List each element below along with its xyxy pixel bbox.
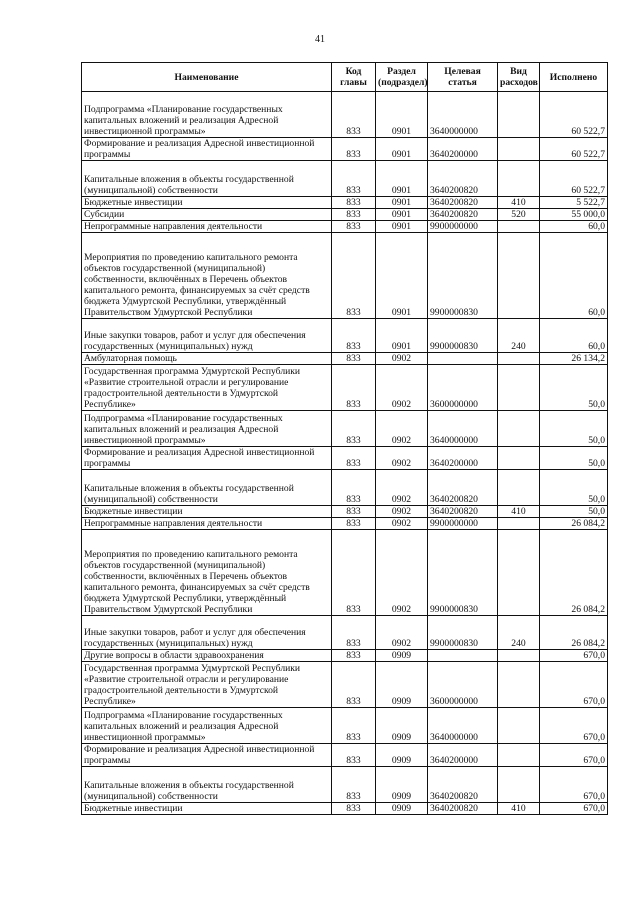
row-expense-type [498,138,540,161]
row-target: 3640200820 [428,803,498,815]
row-section: 0902 [376,353,428,365]
row-name: Субсидии [82,209,332,221]
row-name: Государственная программа Удмуртской Республики «Развитие строительной отрасли и регулирование градостроительной деятельности в Удмуртской Республике» [82,662,332,708]
row-section: 0902 [376,447,428,470]
row-amount: 60,0 [540,221,608,233]
row-expense-type [498,365,540,411]
row-section: 0902 [376,616,428,650]
table-row [82,197,608,209]
header-code: Код главы [332,63,376,92]
row-target: 3640000000 [428,92,498,138]
row-name: Бюджетные инвестиции [82,197,332,209]
row-amount: 50,0 [540,506,608,518]
table-row [82,470,608,506]
table-row [82,803,608,815]
row-expense-type [498,744,540,767]
row-name: Формирование и реализация Адресной инвестиционной программы [82,138,332,161]
row-amount: 670,0 [540,708,608,744]
table-row [82,767,608,803]
table-row [82,616,608,650]
row-name: Подпрограмма «Планирование государственных капитальных вложений и реализация Адресной инвестиционной программы» [82,411,332,447]
row-section: 0909 [376,662,428,708]
table-row [82,708,608,744]
budget-table [81,62,608,815]
row-amount: 60 522,7 [540,161,608,197]
row-amount: 60 522,7 [540,92,608,138]
table-row [82,138,608,161]
row-name: Капитальные вложения в объекты государственной (муниципальной) собственности [82,161,332,197]
row-amount: 670,0 [540,650,608,662]
table-row [82,662,608,708]
row-name: Подпрограмма «Планирование государственных капитальных вложений и реализация Адресной инвестиционной программы» [82,708,332,744]
row-section: 0902 [376,365,428,411]
row-amount: 50,0 [540,470,608,506]
row-code: 833 [332,233,376,319]
row-section: 0901 [376,92,428,138]
row-name: Бюджетные инвестиции [82,803,332,815]
row-section: 0901 [376,138,428,161]
table-row [82,411,608,447]
row-section: 0902 [376,470,428,506]
row-code: 833 [332,319,376,353]
row-section: 0909 [376,708,428,744]
row-amount: 60,0 [540,233,608,319]
row-target: 3640000000 [428,708,498,744]
table-row [82,530,608,616]
row-expense-type [498,518,540,530]
row-code: 833 [332,209,376,221]
row-name: Амбулаторная помощь [82,353,332,365]
row-expense-type: 410 [498,197,540,209]
row-section: 0902 [376,411,428,447]
row-code: 833 [332,353,376,365]
row-expense-type [498,530,540,616]
header-expense-type: Вид расходов [498,63,540,92]
row-target: 3640200000 [428,447,498,470]
row-name: Мероприятия по проведению капитального ремонта объектов государственной (муниципальной) собственности, включённых в Перечень объектов капитального ремонта, финансируемых за счёт средств бюджета Удмуртской Республики, утверждённый Правительством Удмуртской Республики [82,530,332,616]
row-amount: 670,0 [540,767,608,803]
row-code: 833 [332,365,376,411]
header-section: Раздел (подраздел) [376,63,428,92]
row-amount: 670,0 [540,744,608,767]
row-amount: 55 000,0 [540,209,608,221]
row-section: 0901 [376,319,428,353]
row-name: Мероприятия по проведению капитального ремонта объектов государственной (муниципальной) собственности, включённых в Перечень объектов капитального ремонта, финансируемых за счёт средств бюджета Удмуртской Республики, утверждённый Правительством Удмуртской Республики [82,233,332,319]
row-name: Капитальные вложения в объекты государственной (муниципальной) собственности [82,470,332,506]
row-target: 9900000830 [428,616,498,650]
row-target: 3640200820 [428,506,498,518]
row-section: 0901 [376,161,428,197]
table-row [82,447,608,470]
row-expense-type [498,470,540,506]
row-code: 833 [332,138,376,161]
row-name: Государственная программа Удмуртской Республики «Развитие строительной отрасли и регулирование градостроительной деятельности в Удмуртской Республике» [82,365,332,411]
row-code: 833 [332,708,376,744]
row-expense-type: 410 [498,803,540,815]
row-code: 833 [332,221,376,233]
row-amount: 60 522,7 [540,138,608,161]
row-amount: 670,0 [540,662,608,708]
row-target: 9900000830 [428,530,498,616]
row-expense-type: 410 [498,506,540,518]
row-target: 9900000830 [428,319,498,353]
header-name: Наименование [82,63,332,92]
row-target: 3640200820 [428,197,498,209]
row-target: 9900000000 [428,221,498,233]
row-code: 833 [332,411,376,447]
row-code: 833 [332,518,376,530]
row-target: 3640200820 [428,161,498,197]
row-target [428,650,498,662]
row-amount: 50,0 [540,411,608,447]
row-expense-type: 520 [498,209,540,221]
row-target: 3640000000 [428,411,498,447]
row-target: 9900000830 [428,233,498,319]
row-section: 0901 [376,221,428,233]
row-target: 3640200820 [428,767,498,803]
row-name: Иные закупки товаров, работ и услуг для обеспечения государственных (муниципальных) нужд [82,319,332,353]
row-expense-type [498,353,540,365]
table-row [82,518,608,530]
row-name: Формирование и реализация Адресной инвестиционной программы [82,744,332,767]
table-row [82,353,608,365]
row-code: 833 [332,506,376,518]
row-amount: 5 522,7 [540,197,608,209]
row-code: 833 [332,161,376,197]
row-expense-type [498,92,540,138]
row-expense-type [498,650,540,662]
row-target: 3640200820 [428,209,498,221]
row-amount: 26 084,2 [540,518,608,530]
row-code: 833 [332,530,376,616]
row-expense-type [498,662,540,708]
page-number: 41 [315,34,325,45]
row-code: 833 [332,92,376,138]
row-amount: 26 084,2 [540,616,608,650]
row-expense-type: 240 [498,319,540,353]
row-target: 3640200820 [428,470,498,506]
row-expense-type [498,767,540,803]
row-section: 0901 [376,233,428,319]
row-amount: 670,0 [540,803,608,815]
row-target: 3600000000 [428,365,498,411]
row-section: 0901 [376,197,428,209]
row-expense-type [498,233,540,319]
row-section: 0901 [376,209,428,221]
row-section: 0902 [376,518,428,530]
row-code: 833 [332,662,376,708]
row-section: 0909 [376,650,428,662]
row-amount: 26 084,2 [540,530,608,616]
row-code: 833 [332,470,376,506]
table-row [82,319,608,353]
row-section: 0902 [376,530,428,616]
row-name: Формирование и реализация Адресной инвестиционной программы [82,447,332,470]
row-expense-type [498,708,540,744]
row-name: Другие вопросы в области здравоохранения [82,650,332,662]
table-row [82,650,608,662]
row-target [428,353,498,365]
table-row [82,161,608,197]
table-row [82,92,608,138]
row-code: 833 [332,803,376,815]
row-amount: 26 134,2 [540,353,608,365]
row-name: Подпрограмма «Планирование государственных капитальных вложений и реализация Адресной инвестиционной программы» [82,92,332,138]
table-row [82,233,608,319]
row-section: 0909 [376,744,428,767]
row-name: Иные закупки товаров, работ и услуг для обеспечения государственных (муниципальных) нужд [82,616,332,650]
row-target: 9900000000 [428,518,498,530]
row-target: 3600000000 [428,662,498,708]
row-code: 833 [332,650,376,662]
row-target: 3640200000 [428,744,498,767]
row-name: Непрограммные направления деятельности [82,518,332,530]
table-row [82,209,608,221]
table-row [82,744,608,767]
row-expense-type [498,221,540,233]
row-code: 833 [332,767,376,803]
row-target: 3640200000 [428,138,498,161]
row-name: Бюджетные инвестиции [82,506,332,518]
table-row [82,506,608,518]
header-amount: Исполнено [540,63,608,92]
row-code: 833 [332,616,376,650]
table-row [82,365,608,411]
table-row [82,221,608,233]
row-amount: 50,0 [540,365,608,411]
row-expense-type [498,161,540,197]
row-code: 833 [332,197,376,209]
row-expense-type: 240 [498,616,540,650]
table-header-row [82,63,608,92]
header-target: Целевая статья [428,63,498,92]
row-section: 0909 [376,767,428,803]
row-code: 833 [332,744,376,767]
row-expense-type [498,447,540,470]
row-amount: 60,0 [540,319,608,353]
row-amount: 50,0 [540,447,608,470]
row-name: Непрограммные направления деятельности [82,221,332,233]
row-section: 0909 [376,803,428,815]
row-name: Капитальные вложения в объекты государственной (муниципальной) собственности [82,767,332,803]
row-expense-type [498,411,540,447]
row-code: 833 [332,447,376,470]
row-section: 0902 [376,506,428,518]
